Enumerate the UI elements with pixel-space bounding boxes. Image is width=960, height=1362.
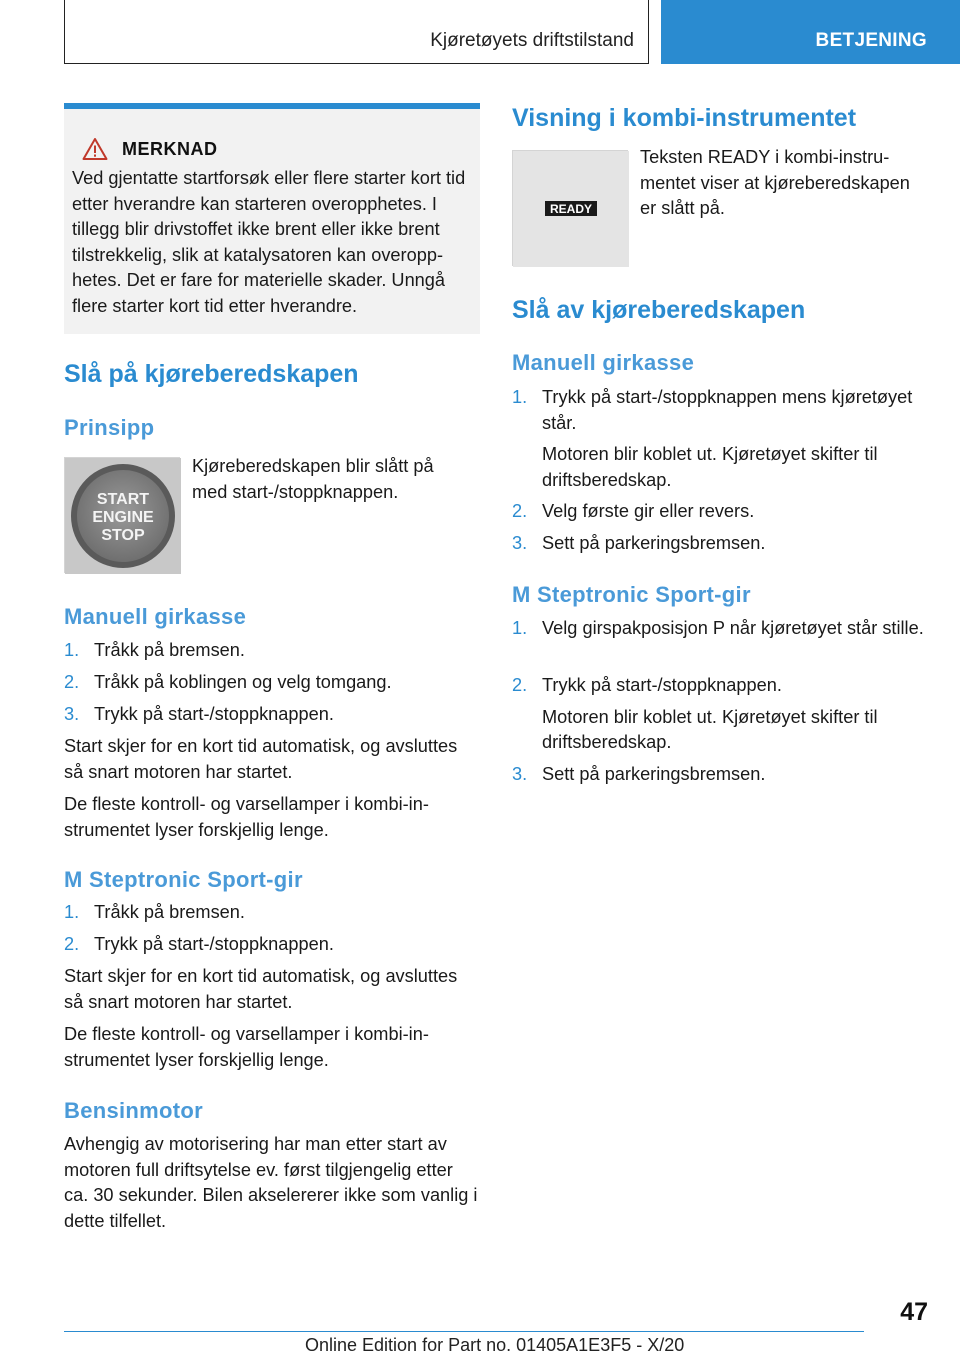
step-number: 3. — [512, 764, 528, 784]
warning-triangle-icon — [82, 137, 108, 161]
footer-edition: Online Edition for Part no. 01405A1E3F5 - X/20 — [305, 1335, 685, 1355]
step-text: Tråkk på bremsen. — [94, 902, 245, 922]
list-item — [512, 385, 928, 493]
step-text: Trykk på start-/stoppknappen. — [94, 704, 334, 724]
svg-text:STOP: STOP — [101, 527, 145, 544]
list-item — [512, 499, 928, 525]
steptronic-paragraph-2: De fleste kontroll- og varsellamper i kombi-instrumentet lyser forskjellig lenge. — [64, 1024, 429, 1070]
list-item — [512, 762, 928, 788]
section-title: Kjøretøyets driftstilstand — [430, 30, 634, 51]
list-item — [64, 932, 480, 958]
step-number: 3. — [512, 533, 528, 553]
list-item — [512, 673, 928, 756]
step-number: 2. — [64, 934, 80, 954]
header-chapter-box — [661, 0, 960, 64]
step-number: 2. — [512, 675, 528, 695]
start-stop-button-image — [64, 457, 180, 573]
step-number: 1. — [64, 640, 80, 660]
svg-text:START: START — [96, 491, 150, 508]
manual-paragraph-1: Start skjer for en kort tid automatisk, og avsluttes så snart motoren har startet. — [64, 736, 458, 782]
heading-principle: Prinsipp — [64, 415, 155, 440]
step-text: Velg girspakposisjon P når kjøretøyet står stille. — [542, 618, 924, 638]
list-item — [64, 900, 480, 926]
heading-switch-off: Slå av kjøreberedskapen — [512, 296, 806, 324]
ready-indicator-icon — [513, 151, 629, 267]
heading-display: Visning i kombi-instrumentet — [512, 104, 857, 132]
step-text: Tråkk på koblingen og velg tomgang. — [94, 672, 392, 692]
step-number: 2. — [64, 672, 80, 692]
note-text: Ved gjentatte startforsøk eller flere starter kort tid etter hverandre kan starteren overopphetes. I tillegg blir drivstoffet ikke brent eller ikke brent tilstrekkelig, slik at katalysatoren kan overopphetes. Det er fare for materielle skader. Unngå flere starter kort tid etter hverandre. — [72, 168, 466, 316]
step-text — [542, 385, 928, 493]
list-item — [64, 702, 480, 728]
display-text: Teksten READY i kombi-instrumentet viser at kjøreberedskapen er slått på. — [640, 147, 910, 219]
ready-display-image — [512, 150, 628, 266]
heading-manual-gearbox-on: Manuell girkasse — [64, 604, 247, 629]
principle-text: Kjøreberedskapen blir slått på med start-/stoppknappen. — [192, 456, 434, 502]
list-item — [64, 670, 480, 696]
manual-paragraph-2: De fleste kontroll- og varsellamper i kombi-instrumentet lyser forskjellig lenge. — [64, 794, 429, 840]
note-box — [64, 103, 480, 334]
list-item — [64, 638, 480, 664]
list-item — [512, 616, 928, 642]
heading-steptronic-on: M Steptronic Sport-gir — [64, 867, 303, 892]
svg-text:ENGINE: ENGINE — [92, 509, 154, 526]
step-number: 2. — [512, 501, 528, 521]
note-header — [82, 137, 218, 161]
header-section-box — [64, 0, 649, 64]
step-number: 1. — [512, 618, 528, 638]
start-stop-button-icon — [65, 458, 181, 574]
heading-manual-gearbox-off: Manuell girkasse — [512, 350, 695, 375]
steptronic-paragraph-1: Start skjer for en kort tid automatisk, og avsluttes så snart motoren har startet. — [64, 966, 458, 1012]
page-number: 47 — [900, 1298, 928, 1326]
petrol-text: Avhengig av motorisering har man etter start av motoren full driftsytelse ev. først tilgjengelig etter ca. 30 sekunder. Bilen akselererer ikke som vanlig i dette tilfellet. — [64, 1134, 478, 1231]
step-number: 1. — [512, 387, 528, 407]
step-text: Tråkk på bremsen. — [94, 640, 245, 660]
heading-steptronic-off: M Steptronic Sport-gir — [512, 582, 751, 607]
step-text: Trykk på start-/stoppknappen. — [94, 934, 334, 954]
list-item — [512, 531, 928, 557]
step-text: Sett på parkeringsbremsen. — [542, 533, 766, 553]
step-main-text: Trykk på start-/stoppknappen. — [542, 675, 782, 695]
step-number: 3. — [64, 704, 80, 724]
step-text: Sett på parkeringsbremsen. — [542, 764, 766, 784]
step-text: Velg første gir eller revers. — [542, 501, 755, 521]
heading-petrol-engine: Bensinmotor — [64, 1098, 203, 1123]
step-sub-text: Motoren blir koblet ut. Kjøretøyet skifter til driftsberedskap. — [542, 706, 878, 753]
heading-switch-on: Slå på kjøreberedskapen — [64, 360, 359, 388]
chapter-title: BETJENING — [815, 30, 927, 51]
step-sub-text: Motoren blir koblet ut. Kjøretøyet skifter til driftsberedskap. — [542, 444, 878, 490]
step-main-text: Trykk på start-/stoppknappen mens kjøretøyet står. — [542, 387, 913, 433]
ready-label: READY — [549, 202, 593, 216]
step-text — [542, 673, 928, 756]
footer-divider — [64, 1331, 864, 1332]
step-number: 1. — [64, 902, 80, 922]
note-title: MERKNAD — [122, 138, 218, 159]
